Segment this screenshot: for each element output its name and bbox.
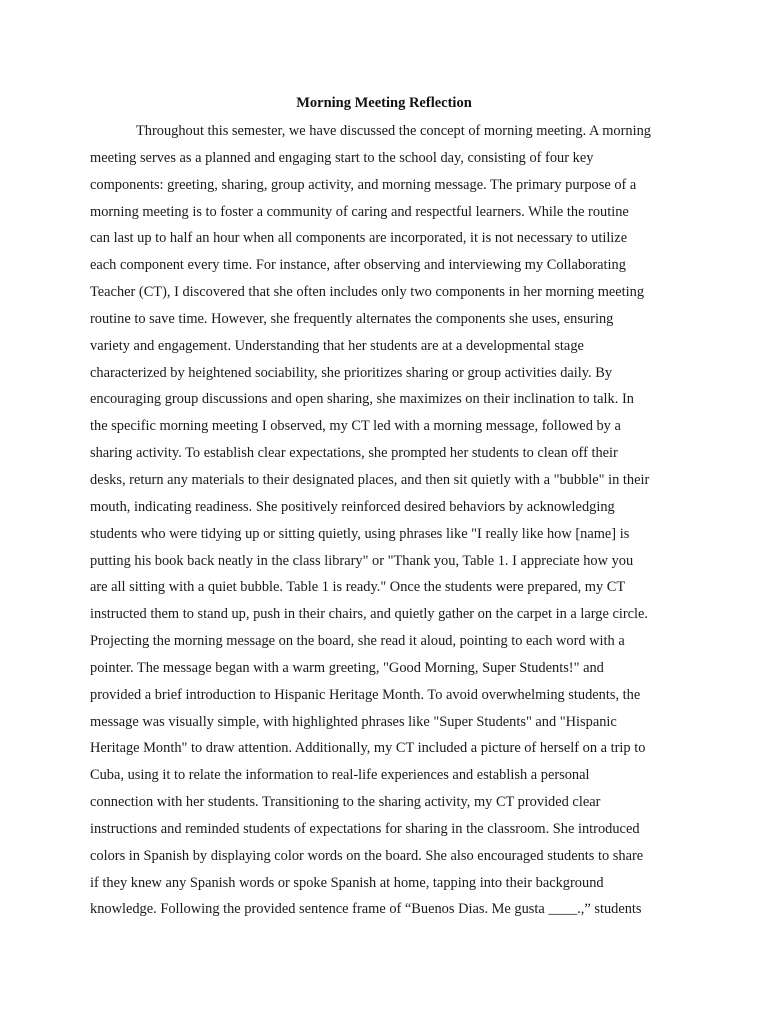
text-line: sharing activity. To establish clear expectations, she prompted her students to clean off their (90, 445, 618, 462)
text-line: each component every time. For instance, after observing and interviewing my Collaborating (90, 257, 626, 274)
text-line: variety and engagement. Understanding that her students are at a developmental stage (90, 337, 584, 354)
text-line: desks, return any materials to their designated places, and then sit quietly with a "bubble" in their (90, 471, 650, 488)
text-line: Projecting the morning message on the board, she read it aloud, pointing to each word with a (90, 633, 625, 650)
text-line: putting his book back neatly in the class library" or "Thank you, Table 1. I appreciate how you (90, 552, 634, 569)
text-line: instructions and reminded students of expectations for sharing in the classroom. She introduced (90, 820, 640, 837)
text-line: knowledge. Following the provided sentence frame of “Buenos Dias. Me gusta ____.,” students (90, 901, 642, 918)
text-line: components: greeting, sharing, group activity, and morning message. The primary purpose of a (90, 176, 637, 193)
text-line: Teacher (CT), I discovered that she often includes only two components in her morning meeting (90, 284, 645, 301)
document-title: Morning Meeting Reflection (296, 95, 472, 111)
text-line: meeting serves as a planned and engaging start to the school day, consisting of four key (90, 149, 594, 166)
text-line: characterized by heightened sociability, she prioritizes sharing or group activities daily. By (90, 364, 613, 381)
text-line: connection with her students. Transitioning to the sharing activity, my CT provided clear (90, 794, 601, 811)
text-line: students who were tidying up or sitting quietly, using phrases like "I really like how [name] is (90, 525, 630, 542)
text-line: if they knew any Spanish words or spoke Spanish at home, tapping into their background (90, 874, 604, 891)
text-line: morning meeting is to foster a community of caring and respectful learners. While the routine (90, 203, 629, 220)
document-body (90, 118, 690, 923)
text-line: pointer. The message began with a warm greeting, "Good Morning, Super Students!" and (90, 659, 604, 676)
text-line: Throughout this semester, we have discussed the concept of morning meeting. A morning (136, 123, 651, 139)
text-line: are all sitting with a quiet bubble. Table 1 is ready." Once the students were prepared, my CT (90, 579, 626, 596)
text-line: provided a brief introduction to Hispanic Heritage Month. To avoid overwhelming students, the (90, 686, 641, 703)
text-line: Heritage Month" to draw attention. Additionally, my CT included a picture of herself on a trip to (90, 740, 646, 757)
text-line: encouraging group discussions and open sharing, she maximizes on their inclination to talk. In (90, 391, 634, 408)
text-line: mouth, indicating readiness. She positively reinforced desired behaviors by acknowledging (90, 498, 615, 515)
text-line: the specific morning meeting I observed, my CT led with a morning message, followed by a (90, 418, 621, 435)
text-line: routine to save time. However, she frequently alternates the components she uses, ensuring (90, 310, 614, 327)
text-line: can last up to half an hour when all components are incorporated, it is not necessary to utilize (90, 230, 628, 247)
text-line: message was visually simple, with highlighted phrases like "Super Students" and "Hispanic (90, 713, 617, 730)
text-line: instructed them to stand up, push in their chairs, and quietly gather on the carpet in a large circle. (90, 606, 648, 623)
text-line: colors in Spanish by displaying color words on the board. She also encouraged students to share (90, 847, 644, 864)
text-line: Cuba, using it to relate the information to real-life experiences and establish a personal (90, 767, 590, 784)
